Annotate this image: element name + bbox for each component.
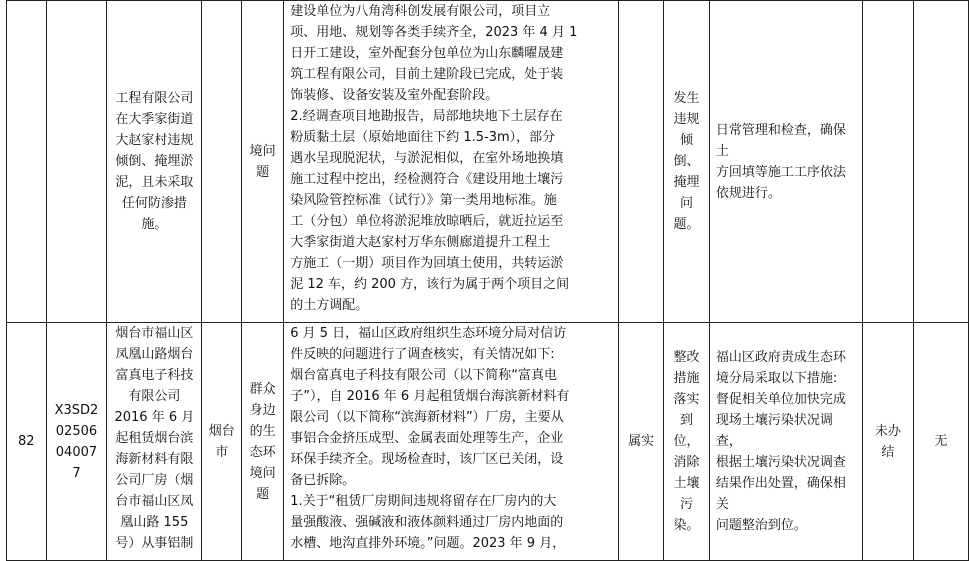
investigation-line: 量强酸液、强碱液和液体颜料通过厂房内地面的 — [290, 515, 564, 530]
issue-line: 位， — [673, 434, 700, 449]
complaint-line: 泥，且未采取 — [115, 175, 194, 190]
investigation-line: 项、用地、规划等各类手续齐全，2023 年 4 月 1 — [290, 25, 578, 40]
measures-line: 督促相关单位加快完成 — [715, 392, 846, 407]
district-cell: 烟台市 — [202, 323, 242, 561]
investigation-line: 施工过程中挖出，经检测符合《建设用地土壤污 — [290, 172, 564, 187]
investigation-line: 泥 12 车，约 200 方，该行为属于两个项目之间 — [290, 277, 570, 292]
measures-line: 方回填等施工工序依法 — [715, 164, 846, 180]
category-cell — [242, 1, 284, 323]
measures-line: 日常管理和检查，确保土 — [715, 122, 846, 159]
investigation-line: 日开工建设，室外配套分包单位为山东麟曜晟建 — [290, 46, 564, 61]
case-id-line: 04007 — [55, 444, 98, 460]
investigation-line: 烟台富真电子科技有限公司（以下简称“富真电 — [290, 368, 557, 383]
investigation-line: 子”），自 2016 年 6 月起租赁烟台海滨新材料有 — [290, 389, 570, 404]
investigation-line: 6 月 5 日，福山区政府组织生态环境分局对信访 — [290, 326, 567, 341]
investigation-line: 建设单位为八角湾科创发展有限公司，项目立 — [290, 4, 551, 19]
issue-line: 题。 — [673, 217, 700, 232]
measures-line: 依规进行。 — [715, 185, 781, 201]
complaint-line: 倾倒、掩埋淤 — [115, 154, 194, 169]
issue-line: 整改 — [673, 350, 700, 365]
status-cell — [863, 323, 914, 561]
complaint-line: 台市福山区凤 — [115, 494, 194, 509]
investigation-line: 件反映的问题进行了调查核实，有关情况如下: — [290, 347, 555, 362]
investigation-line: 工（分包）单位将淤泥堆放晾晒后，就近拉运至 — [290, 214, 564, 229]
case-id-cell — [46, 1, 107, 323]
issue-line: 措施 — [673, 371, 700, 386]
investigation-cell — [284, 323, 619, 561]
issue-cell — [664, 323, 710, 561]
investigation-line: 备已拆除。 — [290, 473, 356, 488]
district-cell — [202, 1, 242, 323]
complaint-line: 施。 — [141, 217, 168, 232]
complaint-line: 在大季家街道 — [115, 112, 194, 127]
issue-line: 染。 — [673, 518, 700, 533]
measures-line: 问题整治到位。 — [715, 518, 807, 533]
issue-line: 污 — [680, 497, 694, 512]
investigation-line: 事铝合金挤压成型、金属表面处理等生产，企业 — [290, 431, 564, 446]
investigation-cell — [284, 1, 619, 323]
complaint-line: 凰山路 155 — [120, 515, 189, 530]
issue-line: 违规 — [673, 112, 700, 127]
complaint-line: 海新材料有限 — [115, 452, 194, 467]
investigation-line: 限公司（以下简称“滨海新材料”）厂房，主要从 — [290, 410, 564, 425]
investigation-line: 粉质黏土层（原始地面往下约 1.5-3m），部分 — [290, 130, 556, 145]
measures-cell — [709, 1, 862, 323]
investigation-line: 染风险管控标准（试行）》第一类用地标准。施 — [290, 193, 557, 208]
complaint-content-cell — [107, 1, 202, 323]
case-id-cell — [46, 323, 107, 561]
complaint-line: 任何防渗措 — [121, 196, 187, 211]
status-cell — [863, 1, 914, 323]
measures-line: 结果作出处置，确保相关 — [715, 476, 846, 512]
case-id-line: 02506 — [55, 423, 98, 439]
verdict-cell: 属实 — [619, 323, 664, 561]
issue-line: 掩埋 — [673, 175, 700, 190]
table-row — [7, 1, 969, 323]
issue-line: 倾 — [680, 133, 694, 148]
investigation-line: 筑工程有限公司，目前土建阶段已完成，处于装 — [290, 67, 564, 82]
complaint-line: 烟台市福山区 — [115, 326, 194, 341]
investigation-line: 遇水呈现脱泥状，与淤泥相似，在室外场地换填 — [290, 151, 564, 166]
investigation-line: 方施工（一期）项目作为回填土使用，共转运淤 — [290, 256, 564, 271]
status-line: 未办 — [874, 423, 901, 439]
category-line: 态环 — [249, 444, 276, 460]
category-line: 境问 — [249, 143, 276, 159]
category-line: 身边 — [249, 402, 276, 418]
investigation-line: 的土方调配。 — [290, 298, 369, 313]
table-row — [7, 323, 969, 561]
complaint-table — [6, 0, 969, 561]
investigation-line: 水槽、地沟直排外环境。”问题。2023 年 9 月， — [290, 536, 566, 551]
accountability-cell: 无 — [913, 323, 968, 561]
category-line: 的生 — [249, 423, 276, 439]
issue-line: 问 — [680, 196, 694, 211]
issue-line: 落实 — [673, 392, 700, 407]
row-number-cell — [7, 1, 47, 323]
row-number-cell: 82 — [7, 323, 47, 561]
category-line: 群众 — [249, 381, 276, 397]
issue-line: 土壤 — [673, 476, 700, 491]
category-line: 境问 — [249, 465, 276, 481]
complaint-line: 富真电子科技 — [115, 368, 194, 383]
verdict-cell — [619, 1, 664, 323]
measures-line: 现场土壤污染状况调查， — [715, 413, 833, 449]
complaint-line: 有限公司 — [128, 389, 181, 404]
investigation-line: 饰装修、设备安装及室外配套阶段。 — [290, 88, 499, 103]
complaint-line: 工程有限公司 — [115, 91, 194, 106]
issue-line: 消除 — [673, 455, 700, 470]
complaint-line: 号）从事铝制 — [115, 536, 194, 551]
category-line: 题 — [256, 164, 270, 180]
complaint-content-cell — [107, 323, 202, 561]
issue-cell — [664, 1, 710, 323]
complaint-line: 大赵家村违规 — [115, 133, 194, 148]
case-id-line: 7 — [72, 465, 81, 481]
status-line: 结 — [881, 444, 895, 460]
complaint-line: 2016 年 6 月 — [114, 410, 195, 425]
accountability-cell — [913, 1, 968, 323]
complaint-line: 公司厂房（烟 — [115, 473, 194, 488]
measures-line: 境分局采取以下措施: — [715, 371, 838, 386]
measures-line: 根据土壤污染状况调查 — [715, 455, 846, 470]
issue-line: 到 — [680, 413, 694, 428]
investigation-line: 1.关于“租赁厂房期间违规将留存在厂房内的大 — [290, 494, 557, 509]
issue-line: 发生 — [673, 91, 700, 106]
case-id-line: X3SD2 — [54, 402, 99, 418]
category-line: 题 — [256, 486, 270, 502]
investigation-line: 2.经调查项目地勘报告，局部地块地下土层存在 — [290, 109, 563, 124]
complaint-line: 凤凰山路烟台 — [115, 347, 194, 362]
investigation-line: 大季家街道大赵家村万华东侧廊道提升工程土 — [290, 235, 551, 250]
category-cell — [242, 323, 284, 561]
measures-cell — [709, 323, 862, 561]
measures-line: 福山区政府责成生态环 — [715, 350, 846, 365]
investigation-line: 环保手续齐全。现场检查时，该厂区已关闭，设 — [290, 452, 564, 467]
complaint-line: 起租赁烟台滨 — [115, 431, 194, 446]
issue-line: 倒、 — [673, 154, 700, 169]
